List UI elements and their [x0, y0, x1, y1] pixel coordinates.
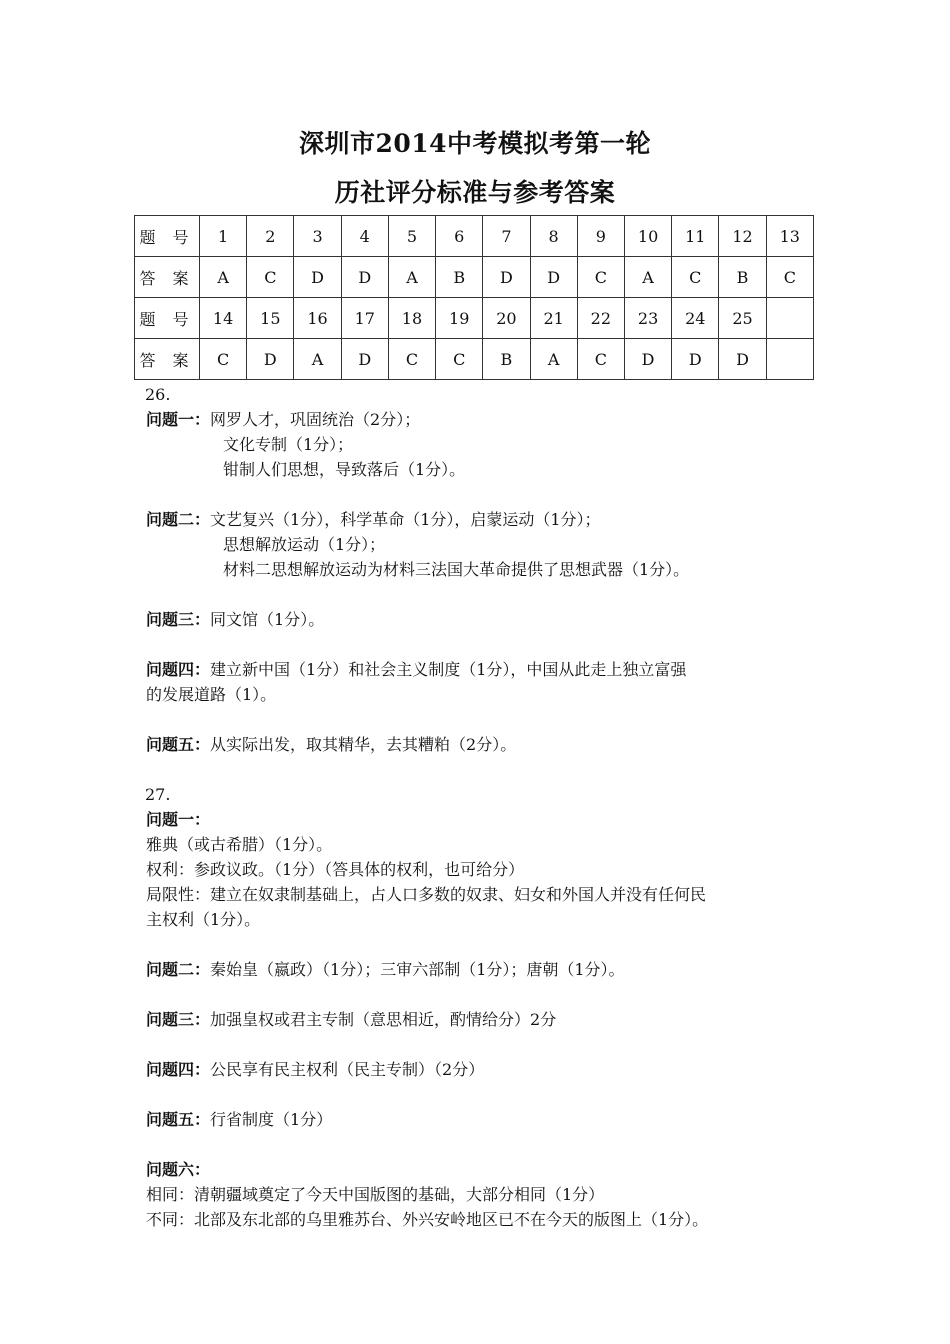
answer-table — [134, 215, 814, 380]
table-cell: 12 — [719, 216, 766, 257]
table-cell: A — [530, 339, 577, 380]
table-cell: 21 — [530, 298, 577, 339]
q27-part3-label: 问题三： — [146, 1010, 211, 1029]
table-cell: D — [341, 339, 388, 380]
q26-part2-line: 材料二思想解放运动为材料三法国大革命提供了思想武器（1分）。 — [223, 560, 690, 579]
table-cell: 14 — [200, 298, 247, 339]
q27-part1-label: 问题一： — [146, 810, 211, 829]
table-cell: D — [530, 257, 577, 298]
q26-part1-line: 钳制人们思想，导致落后（1分）。 — [223, 460, 466, 479]
table-cell: D — [294, 257, 341, 298]
table-cell: 9 — [577, 216, 624, 257]
q27-part1-line: 主权利（1分）。 — [146, 910, 261, 929]
page-title: 深圳市2014中考模拟考第一轮 — [298, 129, 652, 158]
q27-part6-line: 不同：北部及东北部的乌里雅苏台、外兴安岭地区已不在今天的版图上（1分）。 — [146, 1210, 709, 1229]
question-26-number: 26. — [145, 385, 171, 404]
q26-part3-text: 同文馆（1分）。 — [210, 610, 325, 629]
q27-part5-text: 行省制度（1分） — [210, 1110, 333, 1129]
table-cell: D — [672, 339, 719, 380]
table-cell: 10 — [624, 216, 671, 257]
table-cell: D — [719, 339, 766, 380]
table-cell: 25 — [719, 298, 766, 339]
table-header-cell: 题 号 — [135, 216, 200, 257]
table-cell: A — [388, 257, 435, 298]
q26-part2-line: 思想解放运动（1分）； — [223, 535, 386, 554]
table-cell: C — [247, 257, 294, 298]
q26-part5-label: 问题五： — [146, 735, 211, 754]
table-cell — [766, 339, 813, 380]
table-cell: B — [436, 257, 483, 298]
q26-part3-label: 问题三： — [146, 610, 211, 629]
q26-part1-label: 问题一： — [146, 410, 211, 429]
q26-part1-line: 网罗人才，巩固统治（2分）； — [210, 410, 421, 429]
table-cell: 11 — [672, 216, 719, 257]
table-cell: 7 — [483, 216, 530, 257]
table-cell: 17 — [341, 298, 388, 339]
table-cell: C — [436, 339, 483, 380]
q27-part3-text: 加强皇权或君主专制（意思相近，酌情给分）2分 — [210, 1010, 557, 1029]
answer-content — [146, 382, 826, 1232]
table-cell: C — [672, 257, 719, 298]
table-row — [135, 216, 814, 257]
page-subtitle: 历社评分标准与参考答案 — [334, 178, 616, 207]
table-cell: 23 — [624, 298, 671, 339]
q26-part5-text: 从实际出发，取其精华，去其糟粕（2分）。 — [210, 735, 517, 754]
table-cell: 15 — [247, 298, 294, 339]
q26-part2-line: 文艺复兴（1分），科学革命（1分），启蒙运动（1分）； — [210, 510, 601, 529]
question-27-number: 27. — [145, 785, 171, 804]
table-cell: A — [624, 257, 671, 298]
table-cell: 24 — [672, 298, 719, 339]
table-header-cell: 题 号 — [135, 298, 200, 339]
table-cell: 16 — [294, 298, 341, 339]
table-cell: D — [483, 257, 530, 298]
q27-part4-text: 公民享有民主权利（民主专制）（2分） — [210, 1060, 485, 1079]
table-cell: B — [719, 257, 766, 298]
table-cell: 1 — [200, 216, 247, 257]
table-cell: C — [200, 339, 247, 380]
table-cell: 18 — [388, 298, 435, 339]
table-cell: 19 — [436, 298, 483, 339]
q26-part2-label: 问题二： — [146, 510, 211, 529]
table-cell: D — [341, 257, 388, 298]
table-row — [135, 339, 814, 380]
table-cell: 3 — [294, 216, 341, 257]
q27-part2-text: 秦始皇（嬴政）（1分）；三审六部制（1分）；唐朝（1分）。 — [210, 960, 625, 979]
q27-part2-label: 问题二： — [146, 960, 211, 979]
table-cell: 20 — [483, 298, 530, 339]
q27-part6-label: 问题六： — [146, 1160, 211, 1179]
table-cell: C — [766, 257, 813, 298]
table-cell: 6 — [436, 216, 483, 257]
table-header-cell: 答 案 — [135, 257, 200, 298]
table-cell: 2 — [247, 216, 294, 257]
table-cell: D — [247, 339, 294, 380]
q27-part1-line: 权利：参政议政。（1分）（答具体的权利，也可给分） — [146, 860, 525, 879]
q27-part5-label: 问题五： — [146, 1110, 211, 1129]
q27-part6-line: 相同：清朝疆域奠定了今天中国版图的基础，大部分相同（1分） — [146, 1185, 605, 1204]
table-cell: 5 — [388, 216, 435, 257]
table-cell — [766, 298, 813, 339]
q26-part4-text-cont: 的发展道路（1）。 — [146, 685, 277, 704]
q27-part4-label: 问题四： — [146, 1060, 211, 1079]
q26-part1-line: 文化专制（1分）； — [223, 435, 354, 454]
table-cell: 13 — [766, 216, 813, 257]
table-cell: 22 — [577, 298, 624, 339]
table-header-cell: 答 案 — [135, 339, 200, 380]
table-cell: A — [200, 257, 247, 298]
q26-part4-text: 建立新中国（1分）和社会主义制度（1分），中国从此走上独立富强 — [210, 660, 687, 679]
table-cell: D — [624, 339, 671, 380]
table-cell: C — [577, 257, 624, 298]
q27-part1-line: 局限性：建立在奴隶制基础上，占人口多数的奴隶、妇女和外国人并没有任何民 — [146, 885, 707, 904]
q27-part1-line: 雅典（或古希腊）（1分）。 — [146, 835, 333, 854]
table-row — [135, 257, 814, 298]
table-cell: C — [577, 339, 624, 380]
table-cell: A — [294, 339, 341, 380]
table-row — [135, 298, 814, 339]
table-cell: 8 — [530, 216, 577, 257]
table-cell: C — [388, 339, 435, 380]
table-cell: 4 — [341, 216, 388, 257]
table-cell: B — [483, 339, 530, 380]
q26-part4-label: 问题四： — [146, 660, 211, 679]
